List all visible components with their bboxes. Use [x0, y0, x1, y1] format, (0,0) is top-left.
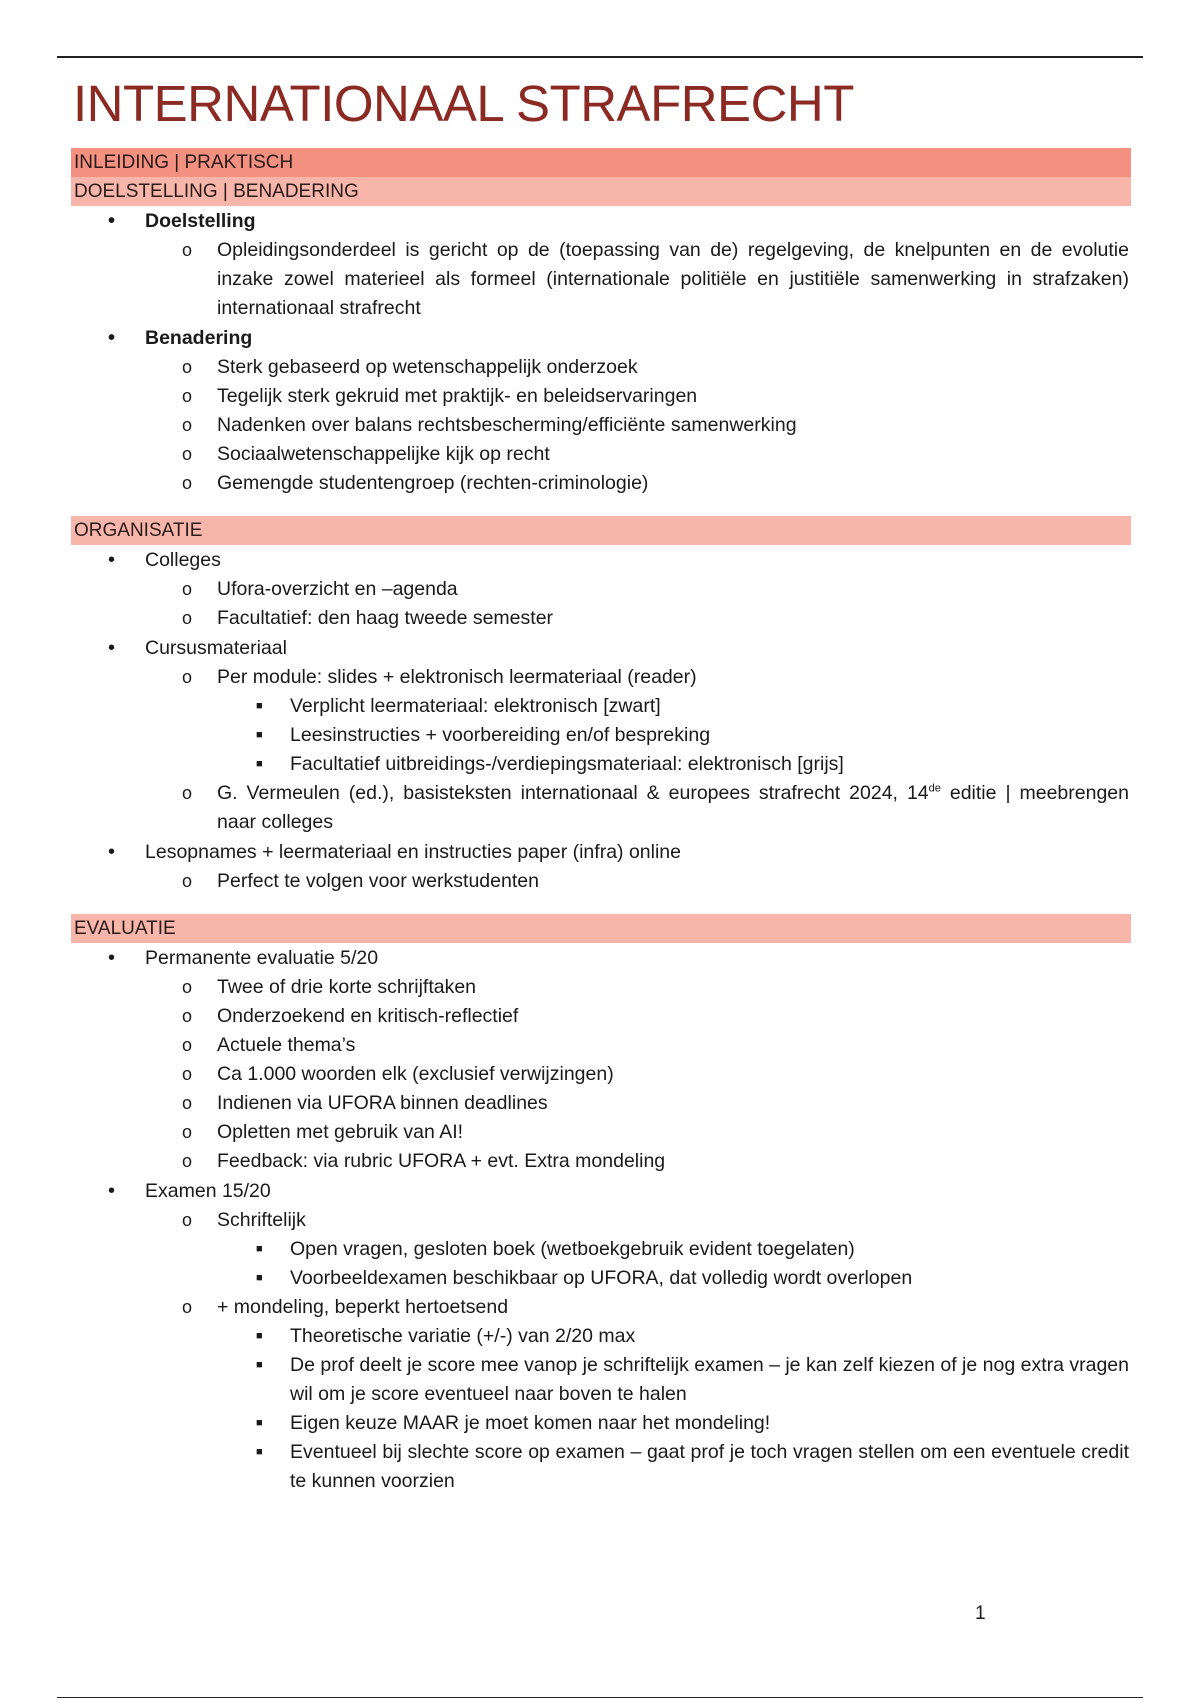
list-item	[71, 353, 1131, 382]
list-item	[71, 779, 1131, 837]
list-item	[71, 324, 1131, 353]
document-title: INTERNATIONAAL STRAFRECHT	[73, 75, 854, 132]
item-text: G. Vermeulen (ed.), basisteksten internationaal & europees strafrecht 2024, 14	[217, 782, 929, 804]
square-bullet-icon: ■	[256, 729, 263, 741]
bullet-icon: •	[108, 947, 116, 969]
circle-bullet-icon: o	[182, 1006, 193, 1026]
circle-bullet-icon: o	[182, 1093, 193, 1113]
square-bullet-icon: ■	[256, 1272, 263, 1284]
list-item	[71, 867, 1131, 896]
superscript: de	[928, 782, 941, 795]
item-text: Facultatief: den haag tweede semester	[217, 607, 554, 629]
list-item	[71, 604, 1131, 633]
document-page	[71, 72, 1131, 1496]
item-text: Eventueel bij slechte score op examen – gaat prof je toch vragen stellen om een eventuele credit te kunnen voorzien	[290, 1441, 1129, 1492]
list-item	[71, 1351, 1131, 1409]
circle-bullet-icon: o	[182, 444, 193, 464]
item-text: Examen 15/20	[145, 1180, 271, 1202]
list-item	[71, 1002, 1131, 1031]
circle-bullet-icon: o	[182, 473, 193, 493]
list-item	[71, 546, 1131, 575]
list-item	[71, 1206, 1131, 1235]
item-text: Benadering	[145, 327, 253, 349]
item-text: Doelstelling	[145, 210, 256, 232]
item-text: Feedback: via rubric UFORA + evt. Extra mondeling	[217, 1150, 666, 1172]
circle-bullet-icon: o	[182, 667, 193, 687]
item-text: Ufora-overzicht en –agenda	[217, 578, 458, 600]
square-bullet-icon: ■	[256, 1330, 263, 1342]
list-item	[71, 750, 1131, 779]
circle-bullet-icon: o	[182, 783, 193, 803]
list-item	[71, 1147, 1131, 1176]
page-number: 1	[975, 1603, 986, 1624]
circle-bullet-icon: o	[182, 977, 193, 997]
item-text: Sterk gebaseerd op wetenschappelijk onderzoek	[217, 356, 638, 378]
circle-bullet-icon: o	[182, 240, 193, 260]
item-text: Schriftelijk	[217, 1209, 306, 1231]
list-item	[71, 1322, 1131, 1351]
square-bullet-icon: ■	[256, 1359, 263, 1371]
bullet-icon: •	[108, 210, 116, 232]
list-item	[71, 1031, 1131, 1060]
list-item	[71, 236, 1131, 323]
item-text: Lesopnames + leermateriaal en instructies paper (infra) online	[145, 841, 681, 863]
item-text: Onderzoekend en kritisch-reflectief	[217, 1005, 519, 1027]
bullet-icon: •	[108, 841, 116, 863]
bullet-icon: •	[108, 1180, 116, 1202]
item-text: Facultatief uitbreidings-/verdiepingsmateriaal: elektronisch [grijs]	[290, 753, 844, 775]
list-item	[71, 207, 1131, 236]
circle-bullet-icon: o	[182, 386, 193, 406]
list-item	[71, 1060, 1131, 1089]
square-bullet-icon: ■	[256, 1446, 263, 1458]
section-heading-evaluatie: EVALUATIE	[71, 914, 1131, 943]
list-item	[71, 634, 1131, 663]
square-bullet-icon: ■	[256, 700, 263, 712]
circle-bullet-icon: o	[182, 1035, 193, 1055]
doelstelling-list	[71, 207, 1131, 498]
list-item	[71, 944, 1131, 973]
item-text: Ca 1.000 woorden elk (exclusief verwijzingen)	[217, 1063, 614, 1085]
list-item	[71, 1264, 1131, 1293]
circle-bullet-icon: o	[182, 1122, 193, 1142]
item-text: Leesinstructies + voorbereiding en/of bespreking	[290, 724, 711, 746]
circle-bullet-icon: o	[182, 871, 193, 891]
item-text: Per module: slides + elektronisch leermateriaal (reader)	[217, 666, 697, 688]
item-text: Twee of drie korte schrijftaken	[217, 976, 477, 998]
circle-bullet-icon: o	[182, 357, 193, 377]
item-text: Opletten met gebruik van AI!	[217, 1121, 464, 1143]
item-text: Colleges	[145, 549, 221, 571]
circle-bullet-icon: o	[182, 579, 193, 599]
list-item	[71, 1089, 1131, 1118]
organisatie-list	[71, 546, 1131, 896]
item-text: Eigen keuze MAAR je moet komen naar het mondeling!	[290, 1412, 771, 1434]
item-text: Open vragen, gesloten boek (wetboekgebruik evident toegelaten)	[290, 1238, 855, 1260]
item-text: Voorbeeldexamen beschikbaar op UFORA, dat volledig wordt overlopen	[290, 1267, 913, 1289]
list-item	[71, 469, 1131, 498]
bullet-icon: •	[108, 549, 116, 571]
list-item	[71, 721, 1131, 750]
list-item	[71, 411, 1131, 440]
item-text: Indienen via UFORA binnen deadlines	[217, 1092, 548, 1114]
footer-rule	[57, 1697, 1143, 1698]
item-text: De prof deelt je score mee vanop je schriftelijk examen – je kan zelf kiezen of je nog extra vragen wil om je score eventueel naar boven te halen	[290, 1354, 1129, 1405]
item-text: Permanente evaluatie 5/20	[145, 947, 379, 969]
item-text: + mondeling, beperkt hertoetsend	[217, 1296, 509, 1318]
item-text: Cursusmateriaal	[145, 637, 287, 659]
circle-bullet-icon: o	[182, 415, 193, 435]
list-item	[71, 692, 1131, 721]
list-item	[71, 663, 1131, 692]
item-text: Verplicht leermateriaal: elektronisch [zwart]	[290, 695, 661, 717]
bullet-icon: •	[108, 327, 116, 349]
section-heading-inleiding: INLEIDING | PRAKTISCH	[71, 148, 1131, 177]
spacer	[71, 896, 1131, 914]
list-item	[71, 440, 1131, 469]
list-item	[71, 575, 1131, 604]
square-bullet-icon: ■	[256, 1243, 263, 1255]
list-item	[71, 1177, 1131, 1206]
circle-bullet-icon: o	[182, 1297, 193, 1317]
square-bullet-icon: ■	[256, 1417, 263, 1429]
square-bullet-icon: ■	[256, 758, 263, 770]
spacer	[71, 498, 1131, 516]
list-item	[71, 1409, 1131, 1438]
item-text: Theoretische variatie (+/-) van 2/20 max	[290, 1325, 636, 1347]
item-text: editie | meebrengen naar colleges	[217, 782, 1129, 833]
item-text: Gemengde studentengroep (rechten-criminologie)	[217, 472, 649, 494]
list-item	[71, 973, 1131, 1002]
circle-bullet-icon: o	[182, 1064, 193, 1084]
list-item	[71, 1235, 1131, 1264]
list-item	[71, 382, 1131, 411]
bullet-icon: •	[108, 637, 116, 659]
item-text: Nadenken over balans rechtsbescherming/efficiënte samenwerking	[217, 414, 797, 436]
list-item	[71, 1293, 1131, 1322]
item-text: Perfect te volgen voor werkstudenten	[217, 870, 539, 892]
header-rule	[57, 56, 1143, 58]
circle-bullet-icon: o	[182, 1151, 193, 1171]
section-heading-doelstelling: DOELSTELLING | BENADERING	[71, 177, 1131, 206]
list-item	[71, 1438, 1131, 1496]
item-text: Opleidingsonderdeel is gericht op de (toepassing van de) regelgeving, de knelpunten en de evolutie inzake zowel materieel als formeel (internationale politiële en justitiële samenwerking in strafzaken) internationaal strafrecht	[217, 239, 1129, 319]
item-text: Sociaalwetenschappelijke kijk op recht	[217, 443, 550, 465]
list-item	[71, 1118, 1131, 1147]
item-text: Tegelijk sterk gekruid met praktijk- en beleidservaringen	[217, 385, 698, 407]
list-item	[71, 838, 1131, 867]
circle-bullet-icon: o	[182, 1210, 193, 1230]
circle-bullet-icon: o	[182, 608, 193, 628]
section-heading-organisatie: ORGANISATIE	[71, 516, 1131, 545]
evaluatie-list	[71, 944, 1131, 1496]
item-text: Actuele thema’s	[217, 1034, 356, 1056]
